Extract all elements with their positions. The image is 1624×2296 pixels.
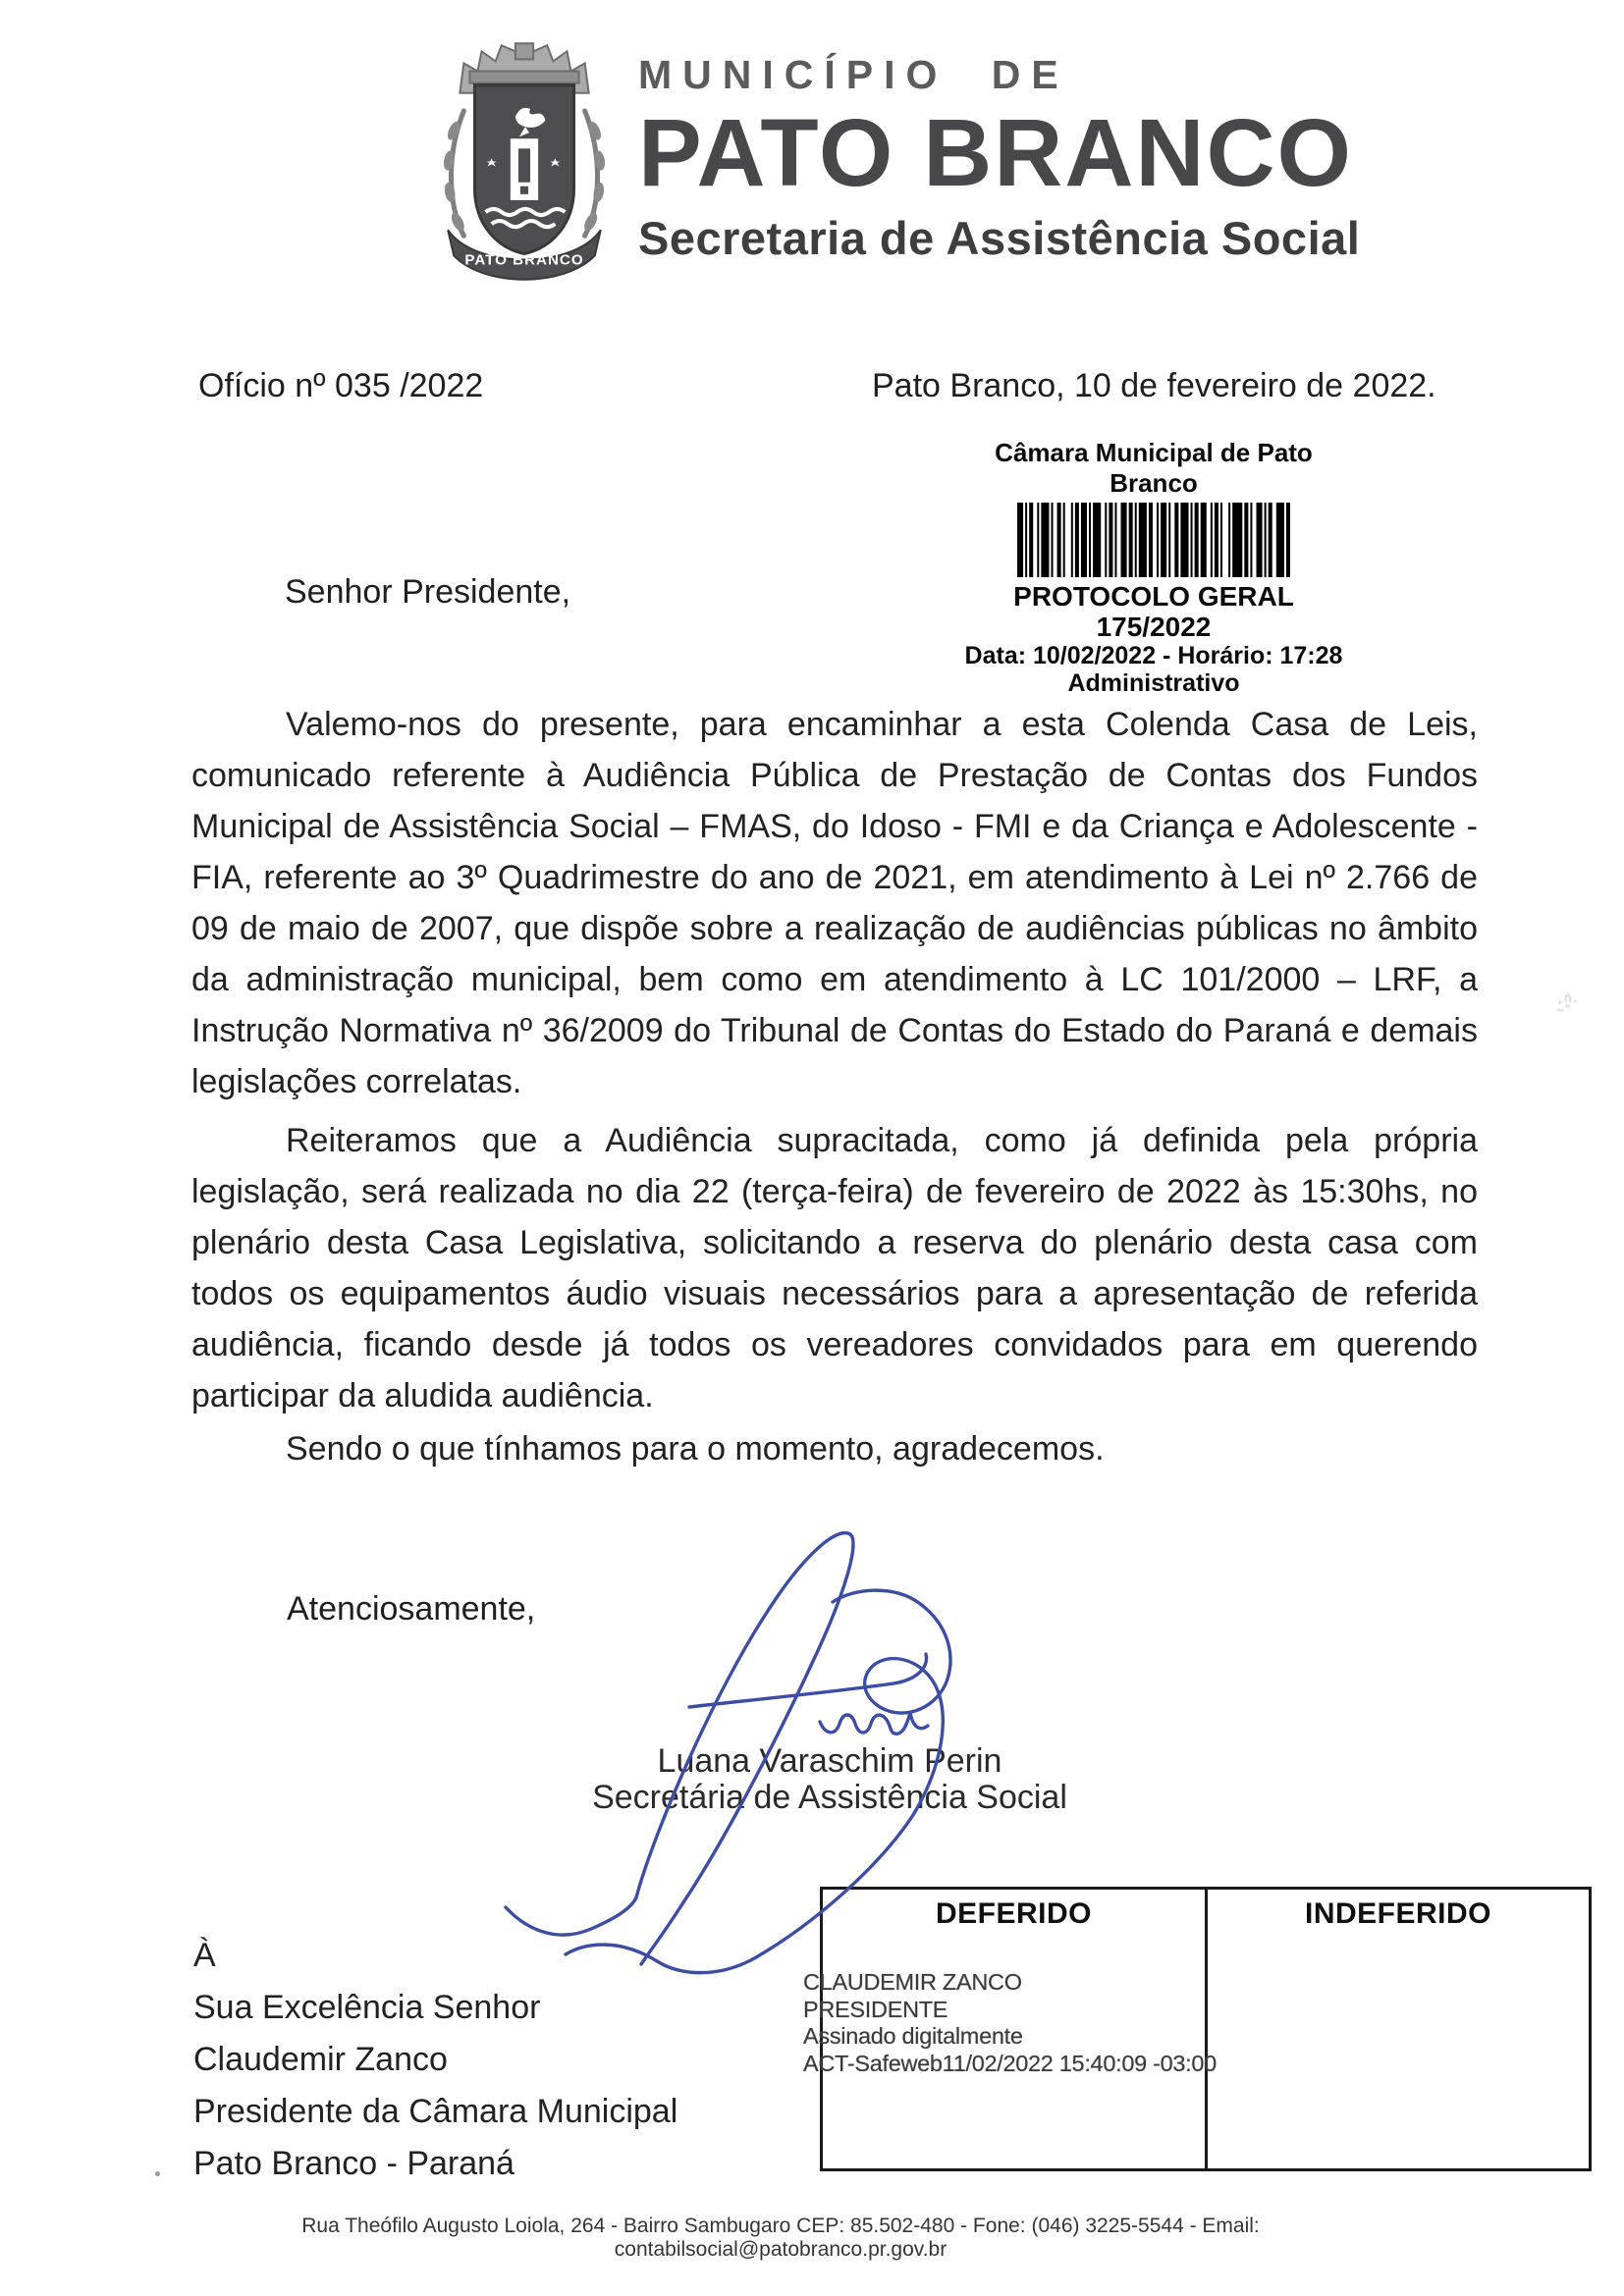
body-paragraph-1: Valemo-nos do presente, para encaminhar a esta Colenda Casa de Leis, comunicado referente à Audiência Pública de Prestação de Contas dos Fundos Municipal de Assistência Social – FMAS, do Idoso - FMI e da Criança e Adolescente - FIA, referente ao 3º Quadrimestre do ano de 2021, em atendimento à Lei nº 2.766 de 09 de maio de 2007, que dispõe sobre a realização de audiências públicas no âmbito da administração municipal, bem como em atendimento à LC 101/2000 – LRF, a Instrução Normativa nº 36/2009 do Tribunal de Contas do Estado do Paraná e demais legislações correlatas. [191,706,1478,1100]
addressee-line: À [193,1937,216,1974]
letterhead-municipio: MUNICÍPIO DE [638,52,1069,97]
indeferido-label: INDEFERIDO [1304,1897,1491,1930]
digital-signature-line: CLAUDEMIR ZANCO [803,1969,1022,1995]
addressee-line: Claudemir Zanco [193,2041,448,2078]
stamp-protocol-number: PROTOCOLO GERAL 175/2022 [1013,581,1294,642]
letterhead [638,51,1384,265]
addressee-line: Presidente da Câmara Municipal [193,2093,678,2130]
decision-cell-indeferido [1208,1890,1589,2168]
digital-signature-line: PRESIDENTE [803,1996,948,2022]
digital-signature-stamp [803,1969,1217,2077]
coat-banner-text: PATO BRANCO [464,251,584,269]
signer-name: Luana Varaschim Perin [657,1742,1002,1780]
protocol-stamp [954,438,1353,697]
body-paragraph-3: Sendo o que tínhamos para o momento, agradecemos. [286,1430,1105,1468]
body-paragraph-2: Reiteramos que a Audiência supracitada, como já definida pela própria legislação, será realizada no dia 22 (terça-feira) de fevereiro de 2022 às 15:30hs, no plenário desta Casa Legislativa, solicitando a reserva do plenário desta casa com todos os equipamentos áudio visuais necessários para a apresentação de referida audiência, ficando desde já todos os vereadores convidados para em querendo participar da aludida audiência. [191,1122,1478,1415]
digital-signature-line: ACT-Safeweb11/02/2022 15:40:09 -03:00 [803,2050,1217,2076]
footer-address: Rua Theófilo Augusto Loiola, 264 - Bairro Sambugaro CEP: 85.502-480 - Fone: (046) 3225-5544 - Email: contabilsocial@patobranco.pr.gov.br [301,2215,1260,2261]
scan-speck [155,2171,160,2176]
addressee-line: Pato Branco - Paraná [193,2145,514,2182]
digital-signature-line: Assinado digitalmente [803,2023,1023,2049]
addressee-line: Sua Excelência Senhor [193,1989,541,2026]
salutation: Senhor Presidente, [285,573,571,611]
deferido-label: DEFERIDO [935,1897,1092,1930]
stamp-sector: Administrativo [1067,669,1240,697]
oficio-number: Ofício nº 035 /2022 [198,367,484,404]
barcode-image [1017,503,1290,577]
scan-artifact: ,ṅ. ~" [1556,991,1580,1018]
signer-title: Secretária de Assistência Social [592,1779,1067,1816]
closing-word: Atenciosamente, [287,1590,536,1628]
place-and-date: Pato Branco, 10 de fevereiro de 2022. [872,367,1436,404]
handwritten-signature [471,1510,992,2020]
letterhead-department: Secretaria de Assistência Social [638,212,1361,264]
coat-of-arms [430,41,619,285]
letterhead-city: PATO BRANCO [638,99,1353,206]
stamp-org-name: Câmara Municipal de Pato Branco [995,438,1313,498]
stamp-datetime: Data: 10/02/2022 - Horário: 17:28 [964,642,1343,669]
